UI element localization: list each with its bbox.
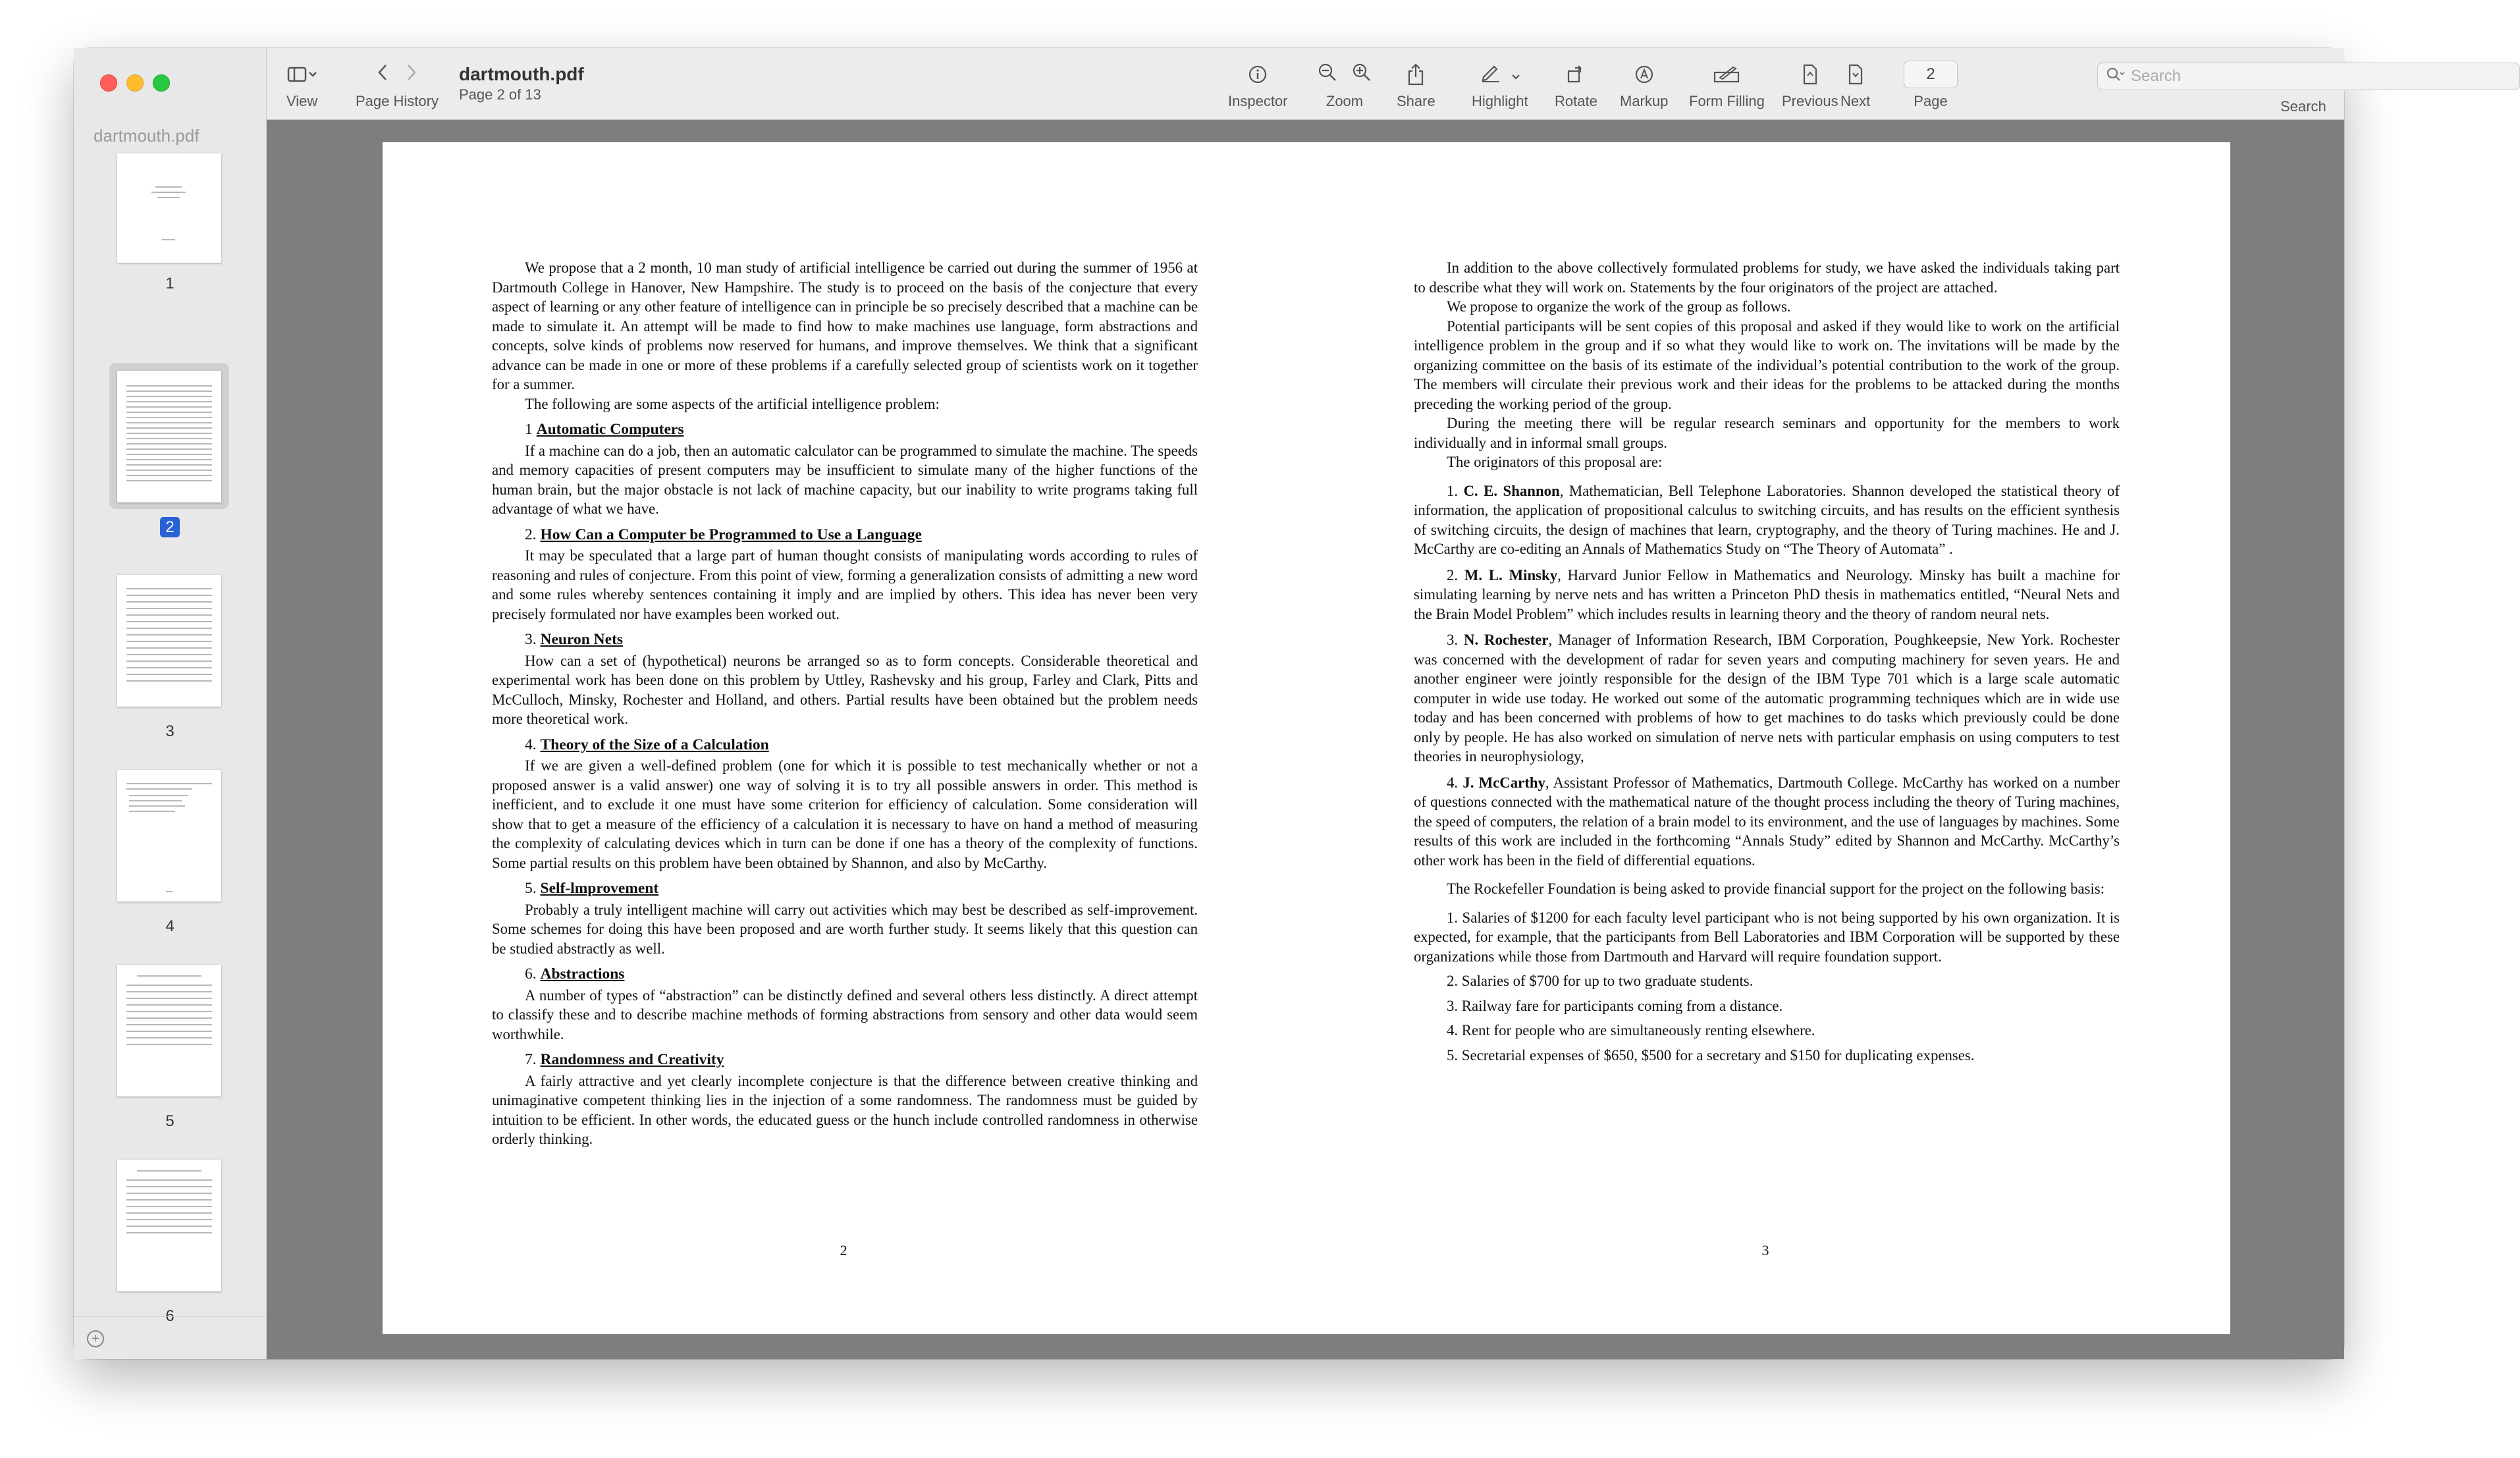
next-label: Next <box>1840 93 1871 109</box>
page-number-field[interactable]: 2 <box>1904 61 1958 88</box>
budget-item: 1. Salaries of $1200 for each faculty level participant who is not being supported by his own organization. It is expected, for example, that the participants from Bell Laboratories and IBM Corporation will be supported by these organizations while those from Dartmouth and Harvard will require foundation support. <box>1414 909 2120 965</box>
page-number: 2 <box>840 1242 847 1258</box>
toolbar <box>267 48 2344 120</box>
paragraph: We propose to organize the work of the group as follows. <box>1447 298 1791 315</box>
paragraph: If we are given a well-defined problem (one for which it is possible to test mechanically whether or not a proposed answer is a valid answer) one way of solving it is to try all possible answers in order. This method is inefficient, and to exclude it one must have some criterion for efficiency of calculation. Some consideration will show that to get a measure of the efficiency of a calculation it is necessary to have on hand a method of measuring the complexity of calculating devices which in turn can be done if one has a theory of the complexity of functions. Some partial results on this problem have been obtained by Shannon, and also by McCarthy. <box>492 757 1198 871</box>
page-3 <box>1304 142 2230 1334</box>
zoom-label: Zoom <box>1326 93 1364 109</box>
page-history-group <box>356 60 439 110</box>
section-heading: 6. Abstractions <box>525 965 625 983</box>
section-heading: 4. Theory of the Size of a Calculation <box>525 736 769 753</box>
info-icon <box>1228 60 1288 89</box>
history-arrows <box>356 60 439 89</box>
thumbnail-label: 5 <box>165 1112 174 1130</box>
page-2 <box>383 142 1304 1334</box>
page-2-text <box>492 258 1198 1149</box>
originator-entry: 3. N. Rochester, Manager of Information Research, IBM Corporation, Poughkeepsie, New York. Rochester was concerned with the development of radar for seven years and computing machinery for seven years. He and another engineer were jointly responsible for the design of the IBM Type 701 which is a large scale automatic computer in wide use today. He worked out some of the automatic programming techniques which are in wide use today and has been concerned with problems of how to get machines to do tasks which previously could be done only by people. He has also worked on simulation of nerve nets with particular emphasis on using computers to test theories in neurophysiology, <box>1414 632 2120 765</box>
form-filling-button[interactable] <box>1689 60 1765 110</box>
back-icon[interactable] <box>377 64 388 86</box>
highlight-label: Highlight <box>1472 93 1528 109</box>
section-heading: 2. How Can a Computer be Programmed to Use a Language <box>525 526 922 543</box>
search-input[interactable] <box>2097 63 2520 90</box>
share-icon <box>1397 60 1435 89</box>
section-heading: 7. Randomness and Creativity <box>525 1051 724 1068</box>
sidebar-footer <box>74 1316 266 1359</box>
originator-entry: 1. C. E. Shannon, Mathematician, Bell Telephone Laboratories. Shannon developed the statistical theory of information, the application of propositional calculus to switching circuits, and has results on the efficient synthesis of switching circuits, the design of machines that learn, cryptography, and the theory of Turing machines. He and J. McCarthy are co-editing an Annals of Mathematics Study on “The Theory of Automata” . <box>1414 482 2120 557</box>
thumbnail-label: 6 <box>165 1307 174 1325</box>
section-heading: 3. Neuron Nets <box>525 631 624 648</box>
zoom-window-button[interactable] <box>153 74 170 92</box>
thumbnail-list[interactable] <box>74 153 266 1325</box>
originator-entry: 2. M. L. Minsky, Harvard Junior Fellow in Mathematics and Neurology. Minsky has built a machine for simulating learning by nerve nets and has written a Princeton PhD thesis in mathematics entitled, “Neural Nets and the Brain Model Problem” which includes results in learning theory and the theory of random neural nets. <box>1414 566 2120 622</box>
sidebar-toggle-icon <box>286 60 317 89</box>
section-heading: 5. Self-lmprovement <box>525 880 659 897</box>
minimize-window-button[interactable] <box>126 74 144 92</box>
next-page-icon <box>1840 60 1870 89</box>
thumbnail-label: 1 <box>165 275 174 292</box>
share-label: Share <box>1397 93 1435 109</box>
thumbnail-image[interactable] <box>117 371 221 502</box>
thumbnail-label: 4 <box>165 917 174 935</box>
paragraph: If a machine can do a job, then an automatic calculator can be programmed to simulate the machine. The speeds and memory capacities of present computers may be insufficient to simulate many of the higher functions of the human brain, but the major obstacle is not lack of machine capacity, but our inability to write programs taking full advantage of what we have. <box>492 442 1198 517</box>
thumbnail-image[interactable] <box>117 770 221 902</box>
zoom-in-icon[interactable] <box>1352 63 1372 87</box>
forward-icon[interactable] <box>406 64 417 86</box>
markup-label: Markup <box>1620 93 1669 109</box>
form-filling-label: Form Filling <box>1689 93 1765 109</box>
thumbnail-image[interactable] <box>117 575 221 707</box>
view-button[interactable] <box>286 60 317 110</box>
section-heading: 1 Automatic Computers <box>525 421 684 438</box>
highlight-icons <box>1472 60 1528 89</box>
selected-page-badge: 2 <box>160 517 179 537</box>
paragraph: The following are some aspects of the artificial intelligence problem: <box>525 395 940 412</box>
chevron-down-icon[interactable] <box>1511 64 1520 85</box>
sidebar-title: dartmouth.pdf <box>94 126 200 146</box>
zoom-out-icon[interactable] <box>1318 63 1337 87</box>
document-subtitle: Page 2 of 13 <box>459 86 541 103</box>
pen-icon <box>1480 63 1502 87</box>
form-filling-icon <box>1689 60 1765 89</box>
paragraph: In addition to the above collectively formulated problems for study, we have asked the individuals taking part to describe what they will work on. Statements by the four originators of the project are attached. <box>1414 259 2120 296</box>
paragraph: How can a set of (hypothetical) neurons be arranged so as to form concepts. Considerable theoretical and experimental work has been done on this problem by Uttley, Rashevsky and his group, Farley and Clark, Pitts and McCulloch, Minsky, Rochester and Holland, and others. Partial results have been obtained but the problem needs more theoretical work. <box>492 652 1198 727</box>
zoom-icons <box>1318 60 1372 89</box>
add-page-icon[interactable]: + <box>87 1330 104 1347</box>
search-icon <box>2106 66 2126 88</box>
budget-item: 5. Secretarial expenses of $650, $500 for a secretary and $150 for duplicating expenses. <box>1447 1046 1975 1064</box>
page-group <box>1904 60 1958 110</box>
originator-entry: 4. J. McCarthy, Assistant Professor of Mathematics, Dartmouth College. McCarthy has worked on a number of questions connected with the mathematical nature of the thought process including the theory of Turing machines, the speed of computers, the relation of a brain model to its environment, and the use of languages by machines. Some results of this work are included in the forthcoming “Annals Study” edited by Shannon and McCarthy. McCarthy’s other work has been in the field of differential equations. <box>1414 774 2120 869</box>
previous-label: Previous <box>1782 93 1838 109</box>
close-window-button[interactable] <box>100 74 117 92</box>
thumbnail-image[interactable] <box>117 153 221 263</box>
markup-button[interactable] <box>1620 60 1668 110</box>
markup-icon <box>1620 60 1668 89</box>
rotate-label: Rotate <box>1555 93 1597 109</box>
preview-window <box>74 48 2344 1359</box>
page-3-text <box>1414 258 2120 1065</box>
paragraph: It may be speculated that a large part of human thought consists of manipulating words according to rules of reasoning and rules of conjecture. From this point of view, forming a generalization consists of admitting a new word and some rules whereby sentences containing it imply and are implied by others. This idea has never been very precisely formulated nor have examples been worked out. <box>492 547 1198 622</box>
view-label: View <box>286 93 318 109</box>
inspector-label: Inspector <box>1228 93 1288 109</box>
paragraph: The originators of this proposal are: <box>1447 454 1663 470</box>
thumbnail-label <box>74 518 266 537</box>
paragraph: Potential participants will be sent copies of this proposal and asked if they would like to work on the artificial intelligence problem in the group and if so what they would like to work on. The invitations will be made by the organizing committee on the basis of its estimate of the individual’s potential contribution to the work of the group. The members will circulate their previous work and their ideas for the problems to be attacked during the months preceding the working period of the group. <box>1414 317 2120 412</box>
previous-button[interactable] <box>1782 60 1838 110</box>
thumbnail-image[interactable] <box>117 965 221 1096</box>
thumbnail-label: 3 <box>165 722 174 740</box>
paragraph: A fairly attractive and yet clearly incomplete conjecture is that the difference between creative thinking and unimaginative competent thinking lies in the injection of a some randomness. The randomness must be guided by intuition to be efficient. In other words, the educated guess or the hunch include controlled randomness in otherwise orderly thinking. <box>492 1072 1198 1147</box>
highlight-button[interactable] <box>1472 60 1528 110</box>
page-label: Page <box>1914 93 1948 109</box>
paragraph: During the meeting there will be regular research seminars and opportunity for the members to work individually and in informal small groups. <box>1414 415 2120 451</box>
paragraph: Probably a truly intelligent machine will carry out activities which may best be described as self-improvement. Some schemes for doing this have been proposed and are worth further study. It seems likely that this question can be studied abstractly as well. <box>492 901 1198 957</box>
page-history-label: Page History <box>356 93 439 109</box>
search-placeholder: Search <box>2131 67 2182 85</box>
previous-page-icon <box>1782 60 1838 89</box>
budget-item: 2. Salaries of $700 for up to two graduate students. <box>1447 973 1754 989</box>
paragraph: The Rockefeller Foundation is being asked to provide financial support for the project on the following basis: <box>1447 880 2105 897</box>
inspector-button[interactable] <box>1228 60 1288 110</box>
page-number: 3 <box>1761 1242 1769 1258</box>
budget-item: 3. Railway fare for participants coming from a distance. <box>1447 997 1783 1014</box>
next-button[interactable] <box>1840 60 1870 110</box>
page-field-wrap <box>1904 60 1958 89</box>
thumbnail-image[interactable] <box>117 1160 221 1291</box>
sidebar <box>74 48 267 1359</box>
paragraph: We propose that a 2 month, 10 man study of artificial intelligence be carried out during the summer of 1956 at Dartmouth College in Hanover, New Hampshire. The study is to proceed on the basis of the conjecture that every aspect of learning or any other feature of intelligence can in principle be so precisely described that a machine can be made to simulate it. An attempt will be made to find how to make machines use language, form abstractions and concepts, solve kinds of problems now reserved for humans, and improve themselves. We think that a significant advance can be made in one or more of these problems if a carefully selected group of scientists work on it together for a summer. <box>492 259 1198 392</box>
document-view[interactable] <box>267 120 2344 1359</box>
rotate-button[interactable] <box>1555 60 1597 110</box>
budget-item: 4. Rent for people who are simultaneously renting elsewhere. <box>1447 1022 1815 1039</box>
rotate-icon <box>1555 60 1597 89</box>
paragraph: A number of types of “abstraction” can be distinctly defined and several others less distinctly. A direct attempt to classify these and to describe machine methods of forming abstractions from sensory and other data would seem worthwhile. <box>492 986 1198 1042</box>
zoom-group <box>1318 60 1372 110</box>
search-label: Search <box>2280 98 2326 115</box>
document-title: dartmouth.pdf <box>459 64 584 84</box>
share-button[interactable] <box>1397 60 1435 110</box>
